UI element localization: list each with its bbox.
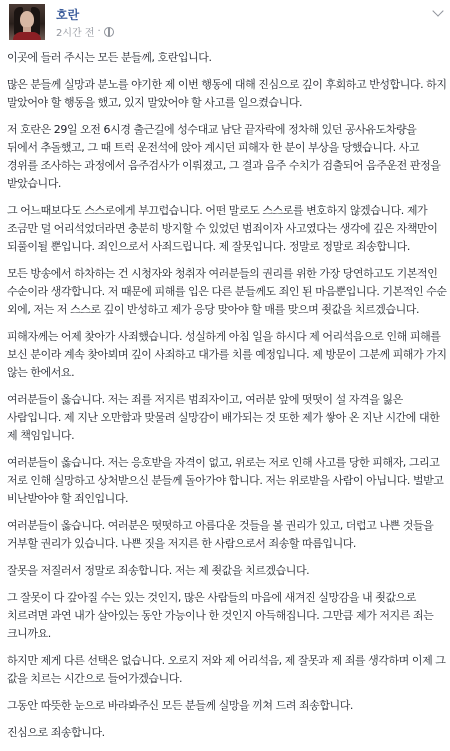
post-header — [0, 0, 450, 44]
post-paragraph: 그 어느때보다도 스스로에게 부끄럽습니다. 어떤 말로도 스스로를 변호하지 않겠습니다. 제가 조금만 덜 어리석었더라면 충분히 방지할 수 있었던 범죄이자 사고였다는 생각에 깊은 자책만이 되풀이될 뿐입니다. 죄인으로서 사죄드립니다. 제 잘못입니다. 정말로 정말로 죄송합니다. — [7, 204, 438, 253]
post-paragraph: 여러분들이 옳습니다. 저는 응호받을 자격이 없고, 위로는 저로 인해 사고를 당한 피해자, 그리고 저로 인해 실망하고 상처받으신 분들께 돌아가야 합니다. 저는 위로받을 사람이 아닙니다. 벌받고 비난받아야 할 죄인입니다. — [7, 456, 444, 505]
post-paragraph: 여러분들이 옳습니다. 여러분은 떳떳하고 아름다운 것들을 볼 권리가 있고, 더럽고 나쁜 것들을 거부할 권리가 있습니다. 나쁜 짓을 저지른 한 사람으로서 죄송할 따름입니다. — [7, 519, 434, 550]
author-name[interactable]: 호란 — [56, 8, 80, 22]
post-paragraph: 진심으로 죄송합니다. — [7, 726, 105, 739]
post-paragraph: 이곳에 들러 주시는 모든 분들께, 호란입니다. — [7, 51, 212, 64]
post-paragraph: 잘못을 저질러서 정말로 죄송합니다. 저는 제 죗값을 치르겠습니다. — [7, 564, 310, 577]
post-timestamp[interactable]: 2시간 전 — [56, 28, 95, 39]
post-paragraph: 모든 방송에서 하차하는 건 시청자와 청취자 여러분들의 권리를 위한 가장 당연하고도 기본적인 수순이라 생각합니다. 저 때문에 피해를 입은 다른 분들께도 죄인 된 마음뿐입니다. 기본적인 수순 외에, 저는 저 스스로 깊이 반성하고 제가 응당 맞아야 할 매를 맞으며 죗값을 치르겠습니다. — [7, 267, 447, 316]
post-meta — [56, 24, 114, 39]
post-paragraph: 그동안 따뜻한 눈으로 바라봐주신 모든 분들께 실망을 끼쳐 드려 죄송합니다. — [7, 699, 353, 712]
post-paragraph: 피해자께는 어제 찾아가 사죄했습니다. 성실하게 아침 일을 하시다 제 어리석음으로 인해 피해를 보신 분이라 계속 찾아뵈며 깊이 사죄하고 대가를 치를 예정입니다. 제 방문이 그분께 피해가 가지 않는 한에서요. — [7, 330, 447, 379]
chevron-down-icon[interactable] — [432, 5, 443, 16]
post-paragraph: 그 잘못이 다 갚아질 수는 있는 것인지, 많은 사람들의 마음에 새겨진 실망감을 내 죗값으로 치르려면 과연 내가 살아있는 동안 가능이나 한 것인지 아득해집니다. 그만큼 제가 저지른 죄는 크니까요. — [7, 591, 434, 640]
post-paragraph: 저 호란은 29일 오전 6시경 출근길에 성수대교 남단 끝자락에 정차해 있던 공사유도차량을 뒤에서 추돌했고, 그 때 트럭 운전석에 앉아 계시던 피해자 한 분이 부상을 당했습니다. 사고 경위를 조사하는 과정에서 음주검사가 이뤄졌고, 그 결과 음주 수치가 검출되어 음주운전 판정을 받았습니다. — [7, 123, 441, 190]
post-paragraph: 여러분들이 옳습니다. 저는 죄를 저지른 범죄자이고, 여러분 앞에 떳떳이 설 자격을 잃은 사람입니다. 제 지난 오만함과 맞물려 실망감이 배가되는 것 또한 제가 쌓아 온 지난 시간에 대한 제 책임입니다. — [7, 393, 440, 442]
post-paragraph: 많은 분들께 실망과 분노를 야기한 제 이번 행동에 대해 진심으로 깊이 후회하고 반성합니다. 하지 말았어야 할 행동을 했고, 있지 말았어야 할 사고를 일으켰습니다. — [7, 78, 447, 109]
post-paragraph: 하지만 제게 다른 선택은 없습니다. 오로지 저와 제 어리석음, 제 잘못과 제 죄를 생각하며 이제 그 값을 치르는 시간으로 들어가겠습니다. — [7, 654, 446, 685]
globe-icon[interactable] — [104, 27, 114, 37]
meta-separator: · — [97, 26, 101, 37]
avatar[interactable] — [9, 4, 45, 40]
